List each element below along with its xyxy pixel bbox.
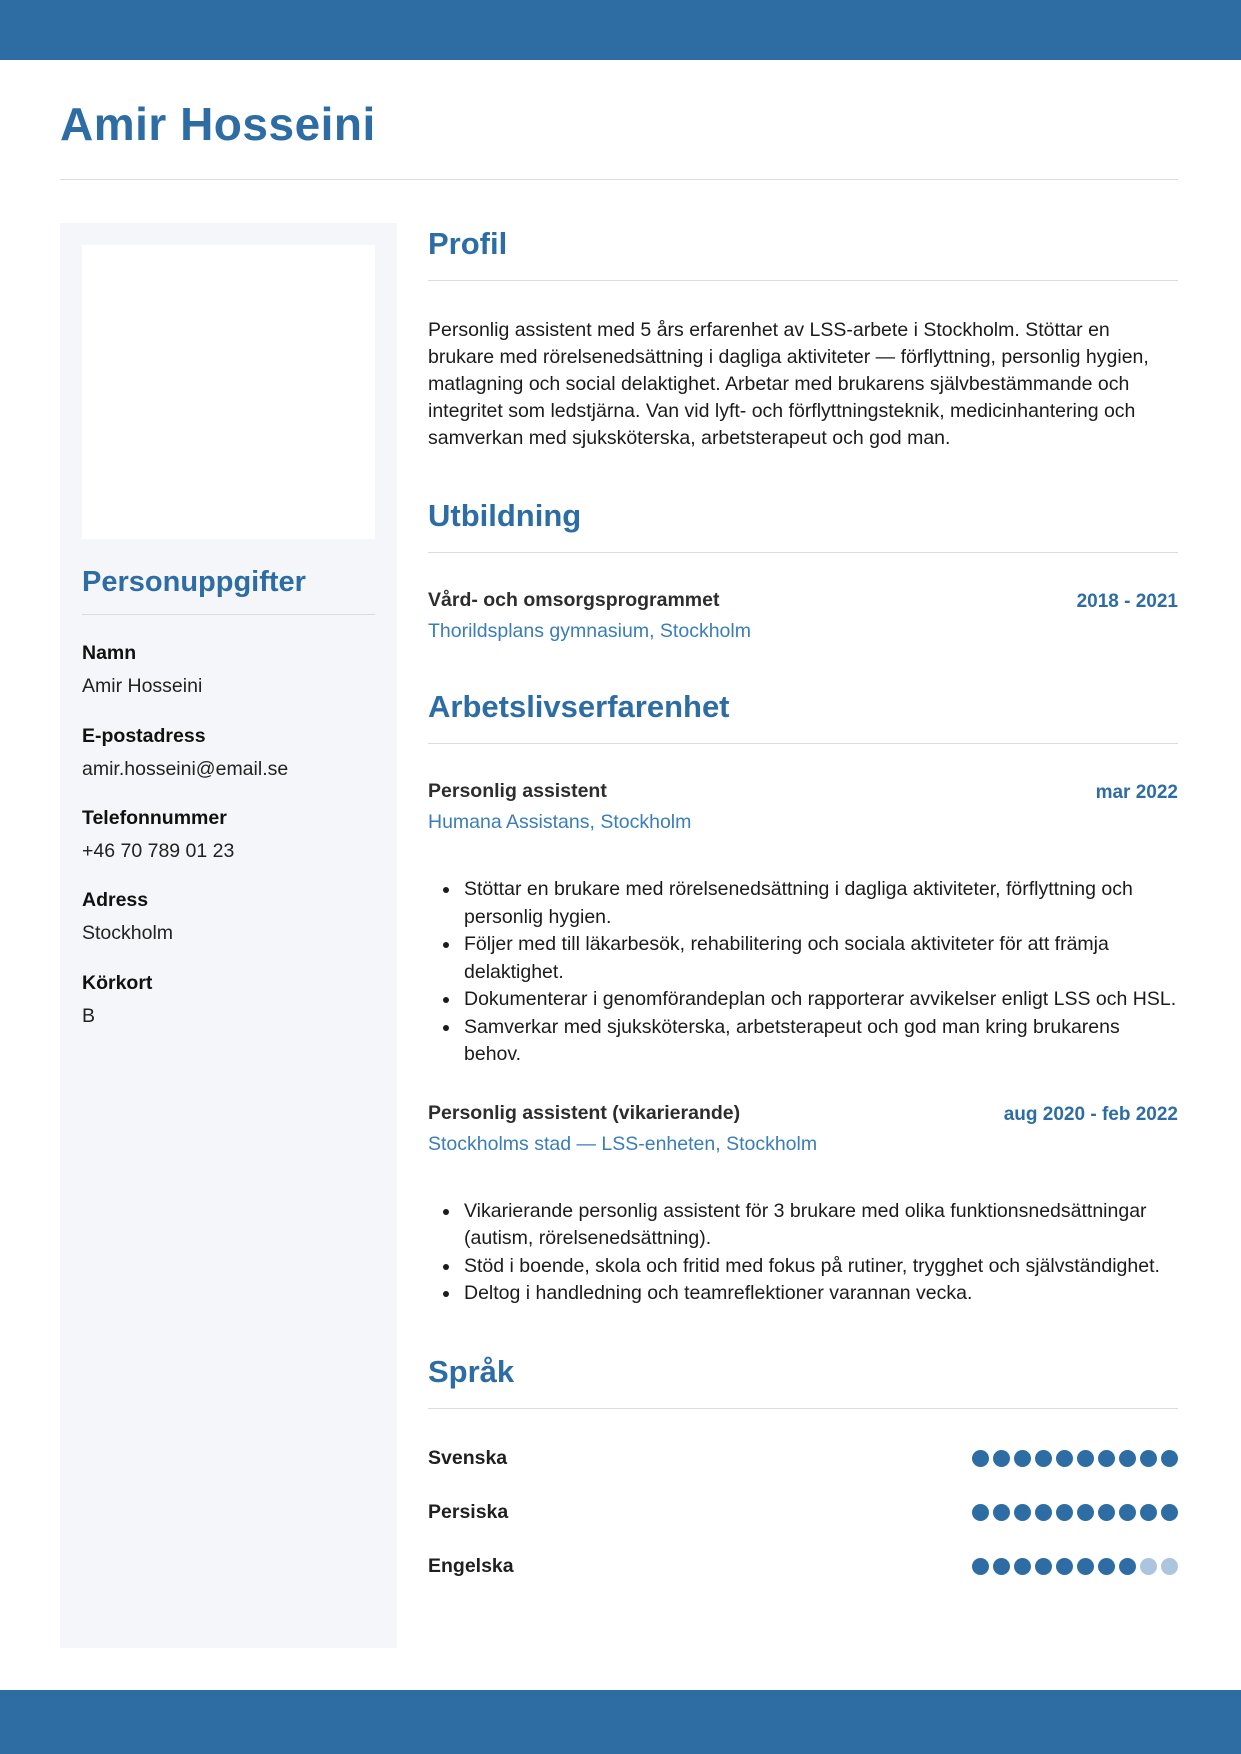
section-title-utbildning: Utbildning bbox=[428, 498, 582, 534]
list-item: • Stöttar en brukare med rörelsenedsättning i dagliga aktiviteter, förflyttning och personlig hygien. bbox=[461, 876, 1178, 931]
skill-dot-filled bbox=[1140, 1450, 1157, 1467]
language-name: Engelska bbox=[428, 1554, 514, 1577]
section-sprak bbox=[428, 1354, 1178, 1578]
language-name: Persiska bbox=[428, 1500, 509, 1523]
job-dates: mar 2022 bbox=[1095, 782, 1178, 804]
field-value: amir.hosseini@email.se bbox=[82, 757, 289, 780]
list-item: • Deltog i handledning och teamreflektioner varannan vecka. bbox=[461, 1280, 1178, 1308]
skill-dot-filled bbox=[1035, 1558, 1052, 1575]
section-divider bbox=[428, 280, 1178, 281]
skill-dot-filled bbox=[1014, 1558, 1031, 1575]
field-phone bbox=[82, 807, 375, 864]
main-column bbox=[428, 223, 1178, 1578]
job-title: Personlig assistent (vikarierande) bbox=[428, 1101, 741, 1124]
section-title-erfarenhet: Arbetslivserfarenhet bbox=[428, 689, 730, 725]
job-bullet-list bbox=[428, 876, 1178, 1069]
language-name: Svenska bbox=[428, 1446, 508, 1469]
skill-dots bbox=[972, 1450, 1178, 1467]
skill-dot-filled bbox=[1119, 1558, 1136, 1575]
skill-dot-filled bbox=[1014, 1450, 1031, 1467]
language-row bbox=[428, 1555, 1178, 1578]
sidebar-divider bbox=[82, 614, 375, 615]
skill-dot-filled bbox=[1056, 1504, 1073, 1521]
field-name bbox=[82, 642, 375, 699]
degree-title: Vård- och omsorgsprogrammet bbox=[428, 589, 720, 612]
skill-dot-filled bbox=[972, 1504, 989, 1521]
sidebar-title: Personuppgifter bbox=[82, 566, 306, 599]
page-body bbox=[0, 100, 1241, 1648]
education-dates: 2018 - 2021 bbox=[1076, 591, 1178, 613]
section-title-profil: Profil bbox=[428, 226, 508, 262]
section-divider bbox=[428, 1408, 1178, 1409]
field-value: +46 70 789 01 23 bbox=[82, 839, 235, 862]
profile-summary: Personlig assistent med 5 års erfarenhet av LSS-arbete i Stockholm. Stöttar en brukare med rörelsenedsättning i dagliga aktiviteter — förflyttning, personlig hygien, matlagning och social delaktighet. Arbetar med brukarens självbestämmande och integritet som ledstjärna. Van vid lyft- och förflyttningsteknik, medicinhantering och samverkan med sjuksköterska, arbetsterapeut och god man. bbox=[428, 319, 1149, 450]
skill-dot-filled bbox=[1119, 1450, 1136, 1467]
top-accent-bar bbox=[0, 0, 1241, 60]
job-entry-left bbox=[428, 780, 691, 834]
skill-dot-filled bbox=[1098, 1450, 1115, 1467]
language-row bbox=[428, 1447, 1178, 1470]
skill-dot-filled bbox=[1119, 1504, 1136, 1521]
profile-photo-placeholder bbox=[82, 245, 375, 539]
education-entry bbox=[428, 589, 1178, 643]
header-divider bbox=[60, 179, 1178, 180]
skill-dot-filled bbox=[1035, 1450, 1052, 1467]
list-item: • Följer med till läkarbesök, rehabilitering och sociala aktiviteter för att främja delaktighet. bbox=[461, 931, 1178, 986]
job-title: Personlig assistent bbox=[428, 780, 607, 803]
section-utbildning bbox=[428, 498, 1178, 643]
skill-dot-filled bbox=[1098, 1504, 1115, 1521]
field-label: Körkort bbox=[82, 971, 153, 994]
list-item: • Stöd i boende, skola och fritid med fokus på rutiner, trygghet och självständighet. bbox=[461, 1253, 1178, 1281]
job-employer: Humana Assistans, Stockholm bbox=[428, 811, 692, 834]
bottom-accent-bar bbox=[0, 1690, 1241, 1754]
skill-dot-filled bbox=[972, 1450, 989, 1467]
skill-dots bbox=[972, 1504, 1178, 1521]
job-dates: aug 2020 - feb 2022 bbox=[1003, 1103, 1178, 1125]
list-item: • Samverkar med sjuksköterska, arbetsterapeut och god man kring brukarens behov. bbox=[461, 1014, 1178, 1069]
skill-dot-filled bbox=[1056, 1450, 1073, 1467]
skill-dot-filled bbox=[1077, 1504, 1094, 1521]
field-label: Namn bbox=[82, 642, 137, 665]
skill-dot-filled bbox=[972, 1558, 989, 1575]
skill-dot-filled bbox=[993, 1558, 1010, 1575]
job-bullet-list bbox=[428, 1198, 1178, 1308]
field-email bbox=[82, 725, 375, 782]
skill-dot-filled bbox=[1056, 1558, 1073, 1575]
field-label: E-postadress bbox=[82, 724, 206, 747]
skill-dot-filled bbox=[1014, 1504, 1031, 1521]
sidebar bbox=[60, 223, 397, 1648]
section-divider bbox=[428, 743, 1178, 744]
content-columns bbox=[60, 223, 1178, 1648]
section-divider bbox=[428, 552, 1178, 553]
skill-dot-filled bbox=[1077, 1450, 1094, 1467]
section-erfarenhet bbox=[428, 689, 1178, 1308]
job-entry bbox=[428, 1102, 1178, 1156]
field-value: Amir Hosseini bbox=[82, 675, 203, 698]
skill-dots bbox=[972, 1558, 1178, 1575]
education-entry-left bbox=[428, 589, 751, 643]
job-entry-left bbox=[428, 1102, 817, 1156]
skill-dot-filled bbox=[1140, 1504, 1157, 1521]
skill-dot-empty bbox=[1161, 1558, 1178, 1575]
page-title: Amir Hosseini bbox=[60, 98, 376, 150]
section-profil bbox=[428, 226, 1178, 452]
job-entry bbox=[428, 780, 1178, 834]
skill-dot-filled bbox=[1035, 1504, 1052, 1521]
language-row bbox=[428, 1501, 1178, 1524]
skill-dot-filled bbox=[1161, 1450, 1178, 1467]
field-address bbox=[82, 889, 375, 946]
field-value: Stockholm bbox=[82, 922, 174, 945]
skill-dot-filled bbox=[1077, 1558, 1094, 1575]
field-label: Telefonnummer bbox=[82, 806, 227, 829]
section-title-sprak: Språk bbox=[428, 1353, 515, 1389]
field-drivers-license bbox=[82, 972, 375, 1029]
job-employer: Stockholms stad — LSS-enheten, Stockholm bbox=[428, 1132, 818, 1155]
list-item: • Vikarierande personlig assistent för 3 brukare med olika funktionsnedsättningar (autism, rörelsenedsättning). bbox=[461, 1198, 1178, 1253]
skill-dot-filled bbox=[1098, 1558, 1115, 1575]
field-label: Adress bbox=[82, 889, 149, 912]
skill-dot-filled bbox=[1161, 1504, 1178, 1521]
school-name: Thorildsplans gymnasium, Stockholm bbox=[428, 620, 751, 643]
skill-dot-filled bbox=[993, 1504, 1010, 1521]
list-item: • Dokumenterar i genomförandeplan och rapporterar avvikelser enligt LSS och HSL. bbox=[461, 986, 1178, 1014]
skill-dot-filled bbox=[993, 1450, 1010, 1467]
field-value: B bbox=[82, 1004, 96, 1027]
skill-dot-empty bbox=[1140, 1558, 1157, 1575]
